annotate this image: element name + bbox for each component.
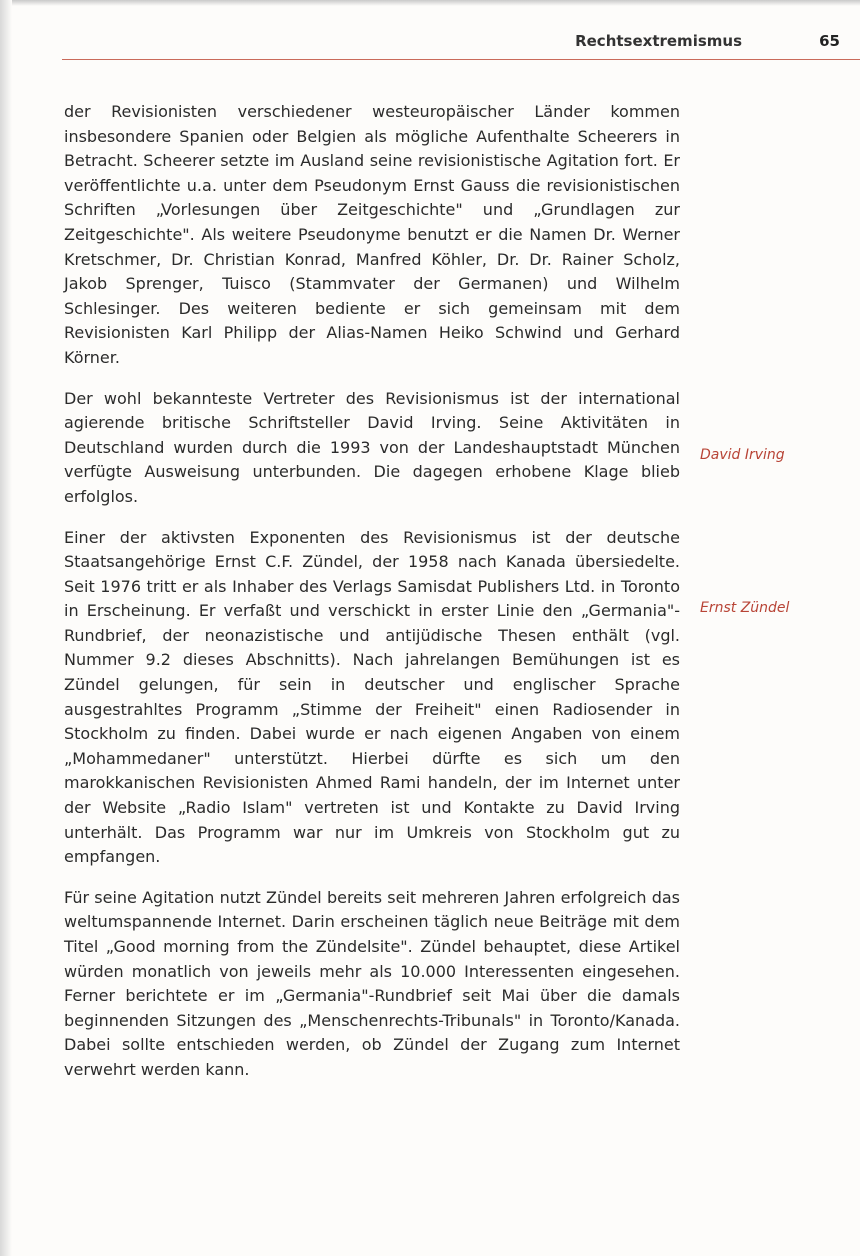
header-rule	[62, 59, 860, 60]
page-number: 65	[819, 32, 840, 50]
binding-shadow	[0, 0, 12, 1256]
body-text	[64, 100, 680, 1099]
paragraph-zuendel: Einer der aktivsten Exponenten des Revisionismus ist der deutsche Staatsangehörige Ernst C.F. Zündel, der 1958 nach Kanada übersiedelte. Seit 1976 tritt er als Inhaber des Verlags Samisdat Publishers Ltd. in Toronto in Erscheinung. Er verfaßt und verschickt in erster Linie den „Germania"-Rundbrief, der neonazistische und antijüdische Thesen enthält (vgl. Nummer 9.2 dieses Abschnitts). Nach jahrelangen Bemühungen ist es Zündel gelungen, für sein in deutscher und englischer Sprache ausgestrahltes Programm „Stimme der Freiheit" einen Radiosender in Stockholm zu finden. Dabei wurde er nach eigenen Angaben von einem „Mohammedaner" unterstützt. Hierbei dürfte es sich um den marokkanischen Revisionisten Ahmed Rami handeln, der im Internet unter der Website „Radio Islam" vertreten ist und Kontakte zu David Irving unterhält. Das Programm war nur im Umkreis von Stockholm gut zu empfangen.	[64, 527, 680, 867]
page-header	[62, 30, 860, 56]
margin-note-david-irving: David Irving	[700, 447, 785, 463]
page-edge-shadow	[0, 0, 860, 6]
running-head: Rechtsextremismus	[575, 32, 742, 50]
paragraph-irving: Der wohl bekannteste Vertreter des Revisionismus ist der international agierende britische Schriftsteller David Irving. Seine Aktivitäten in Deutschland wurden durch die 1993 von der Landeshauptstadt München verfügte Ausweisung unterbunden. Die dagegen erhobene Klage blieb erfolglos.	[64, 388, 680, 506]
margin-note-ernst-zuendel: Ernst Zündel	[700, 600, 790, 616]
paragraph-internet: Für seine Agitation nutzt Zündel bereits seit mehreren Jahren erfolgreich das weltumspannende Internet. Darin erscheinen täglich neue Beiträge mit dem Titel „Good morning from the Zündelsite". Zündel behauptet, diese Artikel würden monatlich von jeweils mehr als 10.000 Interessenten eingesehen. Ferner berichtete er im „Germania"-Rundbrief seit Mai über die damals beginnenden Sitzungen des „Menschenrechts-Tribunals" in Toronto/Kanada. Dabei sollte entschieden werden, ob Zündel der Zugang zum Internet verwehrt werden kann.	[64, 887, 680, 1079]
paragraph-scheerer: der Revisionisten verschiedener westeuropäischer Länder kommen insbesondere Spanien oder Belgien als mögliche Aufenthalte Scheerers in Betracht. Scheerer setzte im Ausland seine revisionistische Agitation fort. Er veröffentlichte u.a. unter dem Pseudonym Ernst Gauss die revisionistischen Schriften „Vorlesungen über Zeitgeschichte" und „Grundlagen zur Zeitgeschichte". Als weitere Pseudonyme benutzt er die Namen Dr. Werner Kretschmer, Dr. Christian Konrad, Manfred Köhler, Dr. Dr. Rainer Scholz, Jakob Sprenger, Tuisco (Stammvater der Germanen) und Wilhelm Schlesinger. Des weiteren bediente er sich gemeinsam mit dem Revisionisten Karl Philipp der Alias-Namen Heiko Schwind und Gerhard Körner.	[64, 102, 680, 367]
